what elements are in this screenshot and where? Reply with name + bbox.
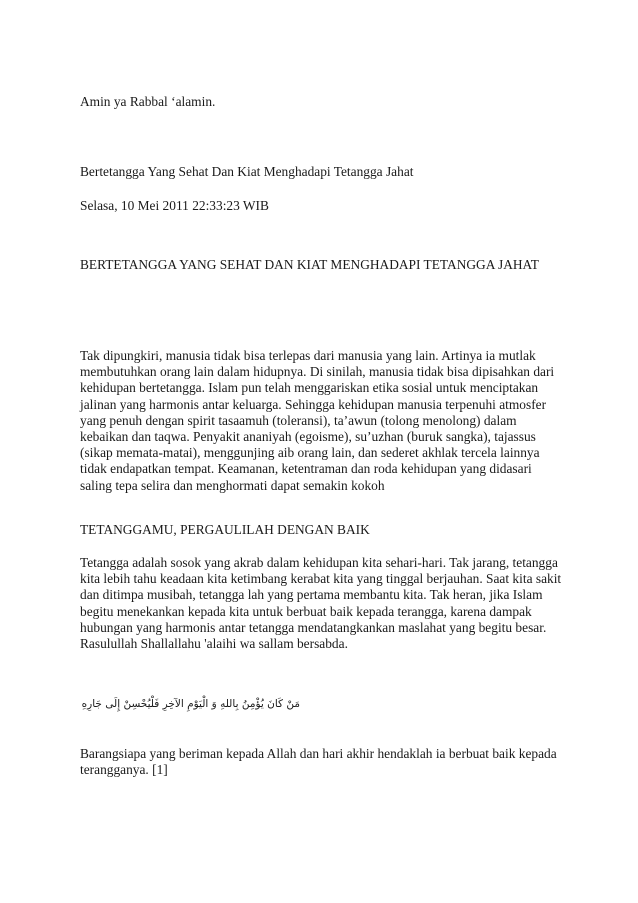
section-heading: TETANGGAMU, PERGAULILAH DENGAN BAIK — [80, 522, 370, 537]
closing-line: Amin ya Rabbal ‘alamin. — [80, 94, 216, 109]
publish-date: Selasa, 10 Mei 2011 22:33:23 WIB — [80, 198, 269, 213]
body-paragraph: Tetangga adalah sosok yang akrab dalam kehidupan kita sehari-hari. Tak jarang, tetangga kita lebih tahu keadaan kita ketimbang kerabat kita yang tinggal berjauhan. Saat kita sakit dan ditimpa musibah, tetangga lah yang pertama membantu kita. Tak heran, jika Islam begitu menekankan kepada kita untuk berbuat baik kepada terangga, karena dampak hubungan yang harmonis antar tetangga mendatangkankan maslahat yang begitu besar. Rasulullah Shallallahu 'alaihi wa sallam bersabda. — [80, 555, 562, 652]
hadith-translation: Barangsiapa yang beriman kepada Allah dan hari akhir hendaklah ia berbuat baik kepada terangganya. [1] — [80, 746, 557, 778]
hadith-arabic-text: مَنْ كَانَ يُؤْمِنُ بِاللهِ وَ الْيَوْمِ الآخِرِ فَلْيُحْسِنْ إِلَى جَارِهِ — [81, 697, 300, 710]
article-heading: BERTETANGGA YANG SEHAT DAN KIAT MENGHADAPI TETANGGA JAHAT — [80, 257, 539, 272]
article-title: Bertetangga Yang Sehat Dan Kiat Menghadapi Tetangga Jahat — [80, 164, 414, 179]
intro-paragraph: Tak dipungkiri, manusia tidak bisa terlepas dari manusia yang lain. Artinya ia mutlak membutuhkan orang lain dalam hidupnya. Di sinilah, manusia tidak bisa dipisahkan dari kehidupan bertetangga. Islam pun telah menggariskan etika sosial untuk menciptakan jalinan yang harmonis antar keluarga. Sehingga kehidupan manusia terpenuhi atmosfer yang penuh dengan spirit tasaamuh (toleransi), ta’awun (tolong menolong) dalam kebaikan dan taqwa. Penyakit ananiyah (egoisme), su’uzhan (buruk sangka), tajassus (sikap memata-matai), menggunjing aib orang lain, dan sederet akhlak tercela lainnya tidak endapatkan tempat. Keamanan, ketentraman dan roda kehidupan yang didasari saling tepa selira dan menghormati dapat semakin kokoh — [80, 348, 555, 493]
